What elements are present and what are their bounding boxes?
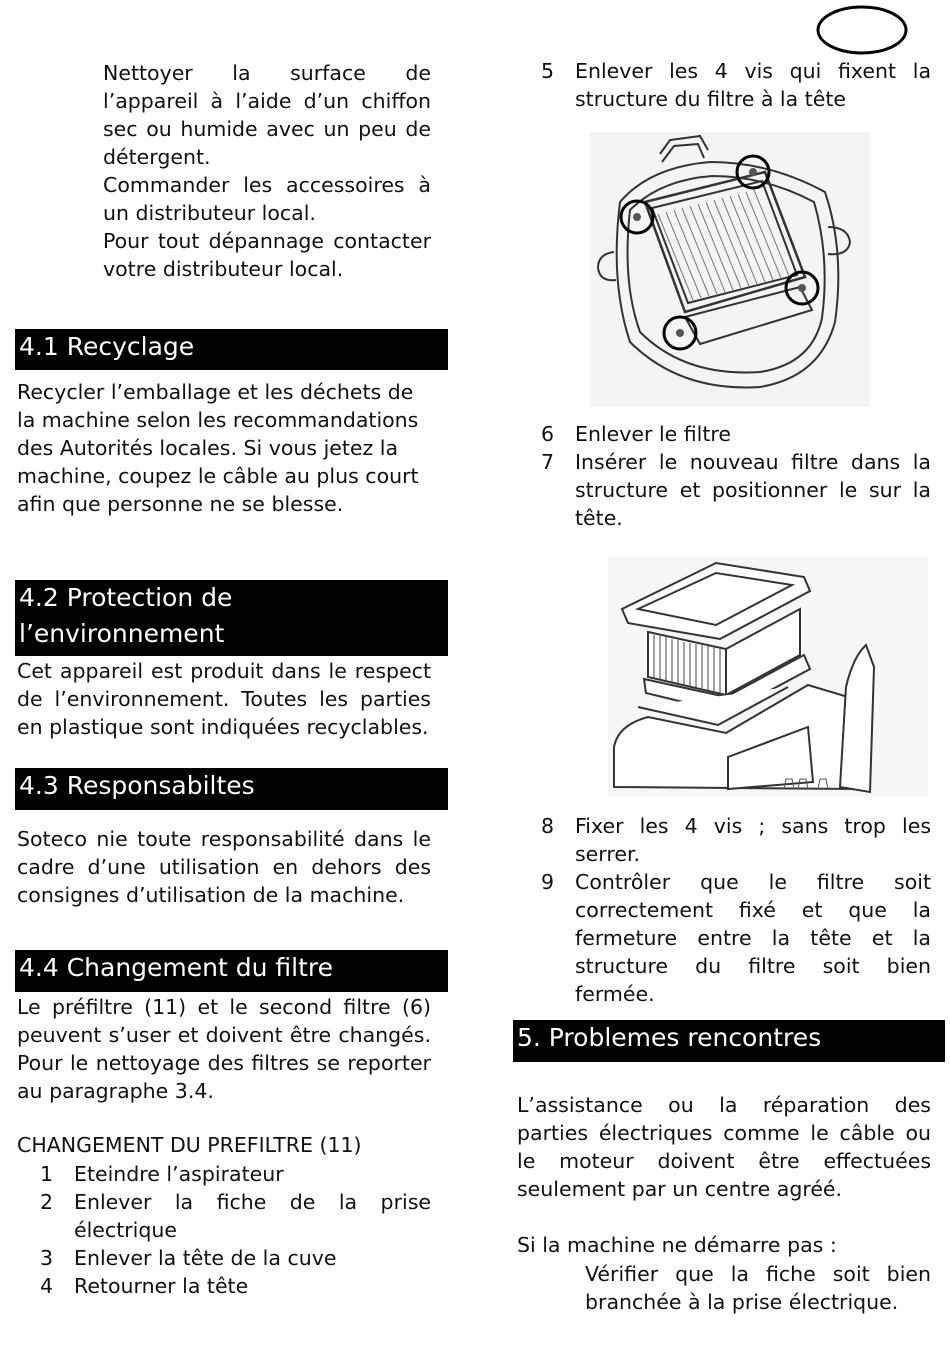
heading-4-2-line-1: 4.2 Protection de	[19, 583, 233, 612]
step-text: Eteindre l’aspirateur	[74, 1162, 284, 1186]
environment-paragraph: Cet appareil est produit dans le respect de l’environnement. Toutes les parties en plastique sont indiquées recyclables.	[17, 659, 431, 739]
step-number: 8	[541, 814, 555, 838]
list-item	[40, 1160, 431, 1188]
step-text: Retourner la tête	[74, 1274, 249, 1298]
list-item	[541, 420, 931, 448]
step-number: 9	[541, 870, 555, 894]
step-number: 6	[541, 422, 555, 446]
step-number: 3	[40, 1246, 54, 1270]
heading-4-4: 4.4 Changement du filtre	[15, 950, 448, 992]
list-item	[541, 57, 931, 113]
step-number: 4	[40, 1274, 54, 1298]
problems-paragraph: L’assistance ou la réparation des parties électriques comme le câble ou le moteur doivent être effectuées seulement par un centre agréé.	[517, 1093, 931, 1201]
step-text: Contrôler que le filtre soit correctement fixé et que la fermeture entre la tête et la structure du filtre soit bien fermée.	[575, 870, 931, 1006]
no-start-condition: Si la machine ne démarre pas :	[517, 1233, 837, 1257]
step-number: 1	[40, 1162, 54, 1186]
heading-4-2-line-2: l’environnement	[19, 619, 225, 648]
filter-change-paragraph: Le préfiltre (11) et le second filtre (6) peuvent s’user et doivent être changés. Pour le nettoyage des filtres se reporter au paragraphe 3.4.	[17, 995, 431, 1103]
intro-paragraph-cleaning: Nettoyer la surface de l’appareil à l’aide d’un chiffon sec ou humide avec un peu de détergent.	[103, 61, 431, 169]
list-item	[40, 1188, 431, 1244]
step-text: Insérer le nouveau filtre dans la structure et positionner le sur la tête.	[575, 450, 931, 530]
liability-paragraph: Soteco nie toute responsabilité dans le cadre d’une utilisation en dehors des consignes d’utilisation de la machine.	[17, 827, 431, 907]
step-number: 5	[541, 59, 555, 83]
heading-4-2	[15, 580, 448, 656]
heading-5: 5. Problemes rencontres	[513, 1020, 945, 1062]
list-item	[40, 1244, 431, 1272]
step-text: Enlever la fiche de la prise électrique	[74, 1190, 431, 1242]
no-start-advice: Vérifier que la fiche soit bien branchée à la prise électrique.	[585, 1262, 931, 1314]
intro-paragraph-repair: Pour tout dépannage contacter votre distributeur local.	[103, 229, 431, 281]
step-text: Fixer les 4 vis ; sans trop les serrer.	[575, 814, 931, 866]
step-number: 7	[541, 450, 555, 474]
list-item	[541, 812, 931, 868]
intro-paragraph-accessories: Commander les accessoires à un distributeur local.	[103, 173, 431, 225]
recycling-paragraph: Recycler l’emballage et les déchets de la machine selon les recommandations des Autorités locales. Si vous jetez la machine, coupez le câble au plus court afin que personne ne se blesse.	[17, 380, 419, 516]
heading-4-1: 4.1 Recyclage	[15, 329, 448, 370]
step-number: 2	[40, 1190, 54, 1214]
list-item	[40, 1272, 431, 1300]
step-text: Enlever le filtre	[575, 422, 732, 446]
list-item	[541, 868, 931, 1008]
filter-assembly-illustration	[608, 557, 928, 797]
step-text: Enlever les 4 vis qui fixent la structure du filtre à la tête	[575, 59, 931, 111]
heading-4-3: 4.3 Responsabiltes	[15, 768, 448, 810]
filter-head-screws-illustration	[590, 132, 870, 407]
step-text: Enlever la tête de la cuve	[74, 1246, 337, 1270]
list-item	[541, 448, 931, 532]
page-number-oval	[816, 5, 908, 55]
intro-block	[103, 59, 431, 283]
prefilter-subtitle: CHANGEMENT DU PREFILTRE (11)	[17, 1133, 362, 1157]
